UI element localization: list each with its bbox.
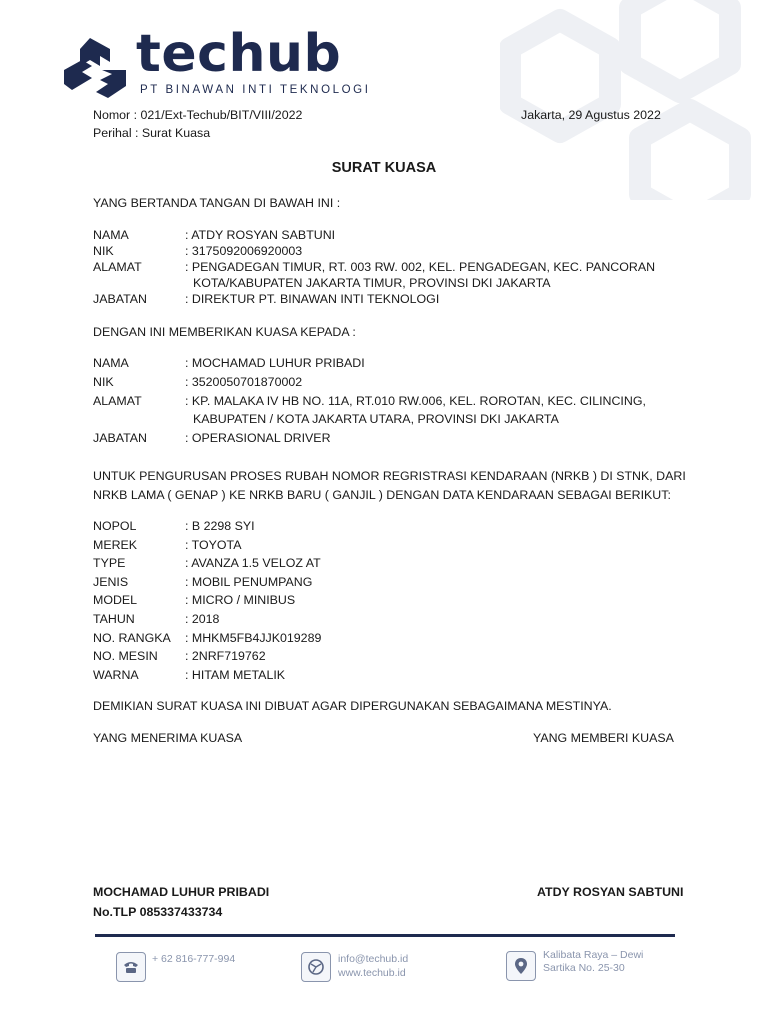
footer-address-line1: Kalibata Raya – Dewi: [543, 949, 644, 961]
field-value: : 3175092006920003: [185, 244, 303, 258]
field-label: MODEL: [93, 593, 138, 608]
vehicle-row: [93, 573, 312, 591]
globe-icon: [301, 952, 331, 982]
field-value: : MICRO / MINIBUS: [185, 593, 296, 608]
field-label: NO. RANGKA: [93, 630, 171, 645]
field-label: MEREK: [93, 537, 138, 552]
field-label: NIK: [93, 375, 114, 389]
brand-name: techub: [136, 24, 342, 84]
footer-website[interactable]: www.techub.id: [338, 967, 406, 979]
field-label: TYPE: [93, 556, 126, 571]
vehicle-row: [93, 591, 295, 609]
letter-number: Nomor : 021/Ext-Techub/BIT/VIII/2022: [93, 108, 303, 122]
footer-address-line2: Sartika No. 25-30: [543, 962, 625, 974]
field-label: NAMA: [93, 228, 129, 242]
field-value: : PENGADEGAN TIMUR, RT. 003 RW. 002, KEL. PENGADEGAN, KEC. PANCORAN: [185, 260, 656, 274]
vehicle-row: [93, 666, 285, 684]
location-pin-icon: [506, 951, 536, 981]
field-label: WARNA: [93, 667, 139, 682]
field-value: : OPERASIONAL DRIVER: [185, 431, 331, 445]
grantee-name-row: [93, 354, 365, 372]
intro-text: YANG BERTANDA TANGAN DI BAWAH INI :: [93, 196, 341, 210]
field-value: : MOBIL PENUMPANG: [185, 574, 313, 589]
vehicle-row: [93, 647, 266, 665]
field-value: : TOYOTA: [185, 537, 242, 552]
receiver-label: YANG MENERIMA KUASA: [93, 731, 243, 745]
field-value: : 2018: [185, 612, 220, 626]
grantor-position-row: [93, 290, 439, 308]
field-label: ALAMAT: [93, 260, 142, 274]
field-label: NIK: [93, 244, 114, 258]
field-label: ALAMAT: [93, 394, 142, 408]
giver-label: YANG MEMBERI KUASA: [533, 731, 674, 745]
grantor-address-line2: KOTA/KABUPATEN JAKARTA TIMUR, PROVINSI DKI JAKARTA: [193, 276, 551, 290]
footer-phone: + 62 816-777-994: [152, 953, 236, 965]
letter-subject: Perihal : Surat Kuasa: [93, 126, 211, 140]
field-value: : HITAM METALIK: [185, 667, 286, 682]
grant-intro-text: DENGAN INI MEMBERIKAN KUASA KEPADA :: [93, 325, 356, 339]
grantee-address-row: [93, 392, 646, 410]
field-label: JABATAN: [93, 292, 147, 306]
receiver-phone: No.TLP 085337433734: [93, 905, 223, 919]
footer-divider: [95, 934, 675, 937]
document-title: SURAT KUASA: [331, 160, 437, 176]
field-value: : DIREKTUR PT. BINAWAN INTI TEKNOLOGI: [185, 292, 440, 306]
receiver-name: MOCHAMAD LUHUR PRIBADI: [93, 885, 270, 899]
letter-place-date: Jakarta, 29 Agustus 2022: [521, 108, 661, 122]
field-value: : 3520050701870002: [185, 375, 303, 389]
vehicle-row: [93, 629, 321, 647]
giver-name: ATDY ROSYAN SABTUNI: [537, 885, 684, 899]
field-label: TAHUN: [93, 612, 135, 626]
footer-email[interactable]: info@techub.id: [338, 953, 409, 965]
vehicle-row: [93, 554, 321, 572]
purpose-line-2: NRKB LAMA ( GENAP ) KE NRKB BARU ( GANJIL ) DENGAN DATA KENDARAAN SEBAGAI BERIKUT:: [93, 488, 671, 502]
field-value: : 2NRF719762: [185, 649, 266, 664]
vehicle-row: [93, 536, 241, 554]
field-value: : KP. MALAKA IV HB NO. 11A, RT.010 RW.006, KEL. ROROTAN, KEC. CILINCING,: [185, 394, 646, 408]
vehicle-row: [93, 517, 255, 535]
field-label: NAMA: [93, 356, 129, 370]
field-value: : MOCHAMAD LUHUR PRIBADI: [185, 356, 365, 370]
field-value: : MHKM5FB4JJK019289: [185, 630, 322, 645]
grantee-nik-row: [93, 373, 302, 391]
field-value: : ATDY ROSYAN SABTUNI: [185, 228, 336, 242]
field-value: : AVANZA 1.5 VELOZ AT: [185, 556, 321, 571]
techub-logo-icon: [62, 36, 130, 100]
field-label: JABATAN: [93, 431, 147, 445]
field-label: NOPOL: [93, 519, 137, 533]
grantee-position-row: [93, 429, 331, 447]
field-value: : B 2298 SYI: [185, 519, 255, 533]
field-label: NO. MESIN: [93, 649, 158, 664]
purpose-line-1: UNTUK PENGURUSAN PROSES RUBAH NOMOR REGRISTRASI KENDARAAN (NRKB ) DI STNK, DARI: [93, 469, 686, 483]
closing-statement: DEMIKIAN SURAT KUASA INI DIBUAT AGAR DIPERGUNAKAN SEBAGAIMANA MESTINYA.: [93, 699, 612, 713]
field-label: JENIS: [93, 574, 129, 589]
phone-icon: [116, 952, 146, 982]
brand-subtitle: PT BINAWAN INTI TEKNOLOGI: [140, 84, 371, 96]
grantee-address-line2: KABUPATEN / KOTA JAKARTA UTARA, PROVINSI DKI JAKARTA: [193, 412, 559, 426]
vehicle-row: [93, 610, 219, 628]
